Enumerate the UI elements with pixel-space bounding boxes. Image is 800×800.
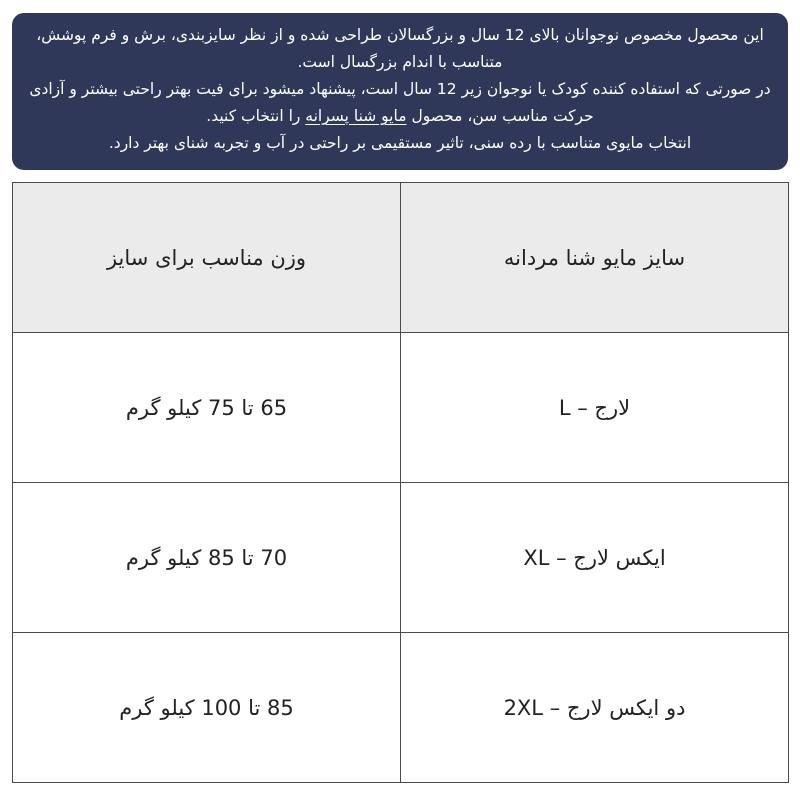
weight-cell: 85 تا 100 کیلو گرم [13, 633, 401, 783]
size-chart-table [12, 182, 789, 783]
table-row [13, 633, 789, 783]
table-row [13, 483, 789, 633]
info-line-2-text-after: را انتخاب کنید. [206, 107, 306, 125]
size-cell: دو ایکس لارج – 2XL [401, 633, 789, 783]
table-header-row [13, 183, 789, 333]
header-size-cell: سایز مایو شنا مردانه [401, 183, 789, 333]
boys-swimsuit-link[interactable]: مایو شنا پسرانه [305, 107, 407, 125]
size-cell: ایکس لارج – XL [401, 483, 789, 633]
header-weight-cell: وزن مناسب برای سایز [13, 183, 401, 333]
size-cell: لارج – L [401, 333, 789, 483]
info-line-3: انتخاب مایوی متناسب با رده سنی، تاثیر مستقیمی بر راحتی در آب و تجربه شنای بهتر دارد. [108, 134, 692, 152]
info-line-2-text-before: در صورتی که استفاده کننده کودک یا نوجوان زیر 12 سال است، پیشنهاد میشود برای فیت بهتر راحتی بیشتر و آزادی حرکت مناسب سن، محصول [29, 80, 771, 125]
info-notice-box [12, 13, 788, 170]
table-row [13, 333, 789, 483]
weight-cell: 65 تا 75 کیلو گرم [13, 333, 401, 483]
info-line-2 [22, 76, 778, 130]
info-line-1: این محصول مخصوص نوجوانان بالای 12 سال و بزرگسالان طراحی شده و از نظر سایزبندی، برش و فرم پوشش، متناسب با اندام بزرگسال است. [36, 26, 764, 71]
weight-cell: 70 تا 85 کیلو گرم [13, 483, 401, 633]
